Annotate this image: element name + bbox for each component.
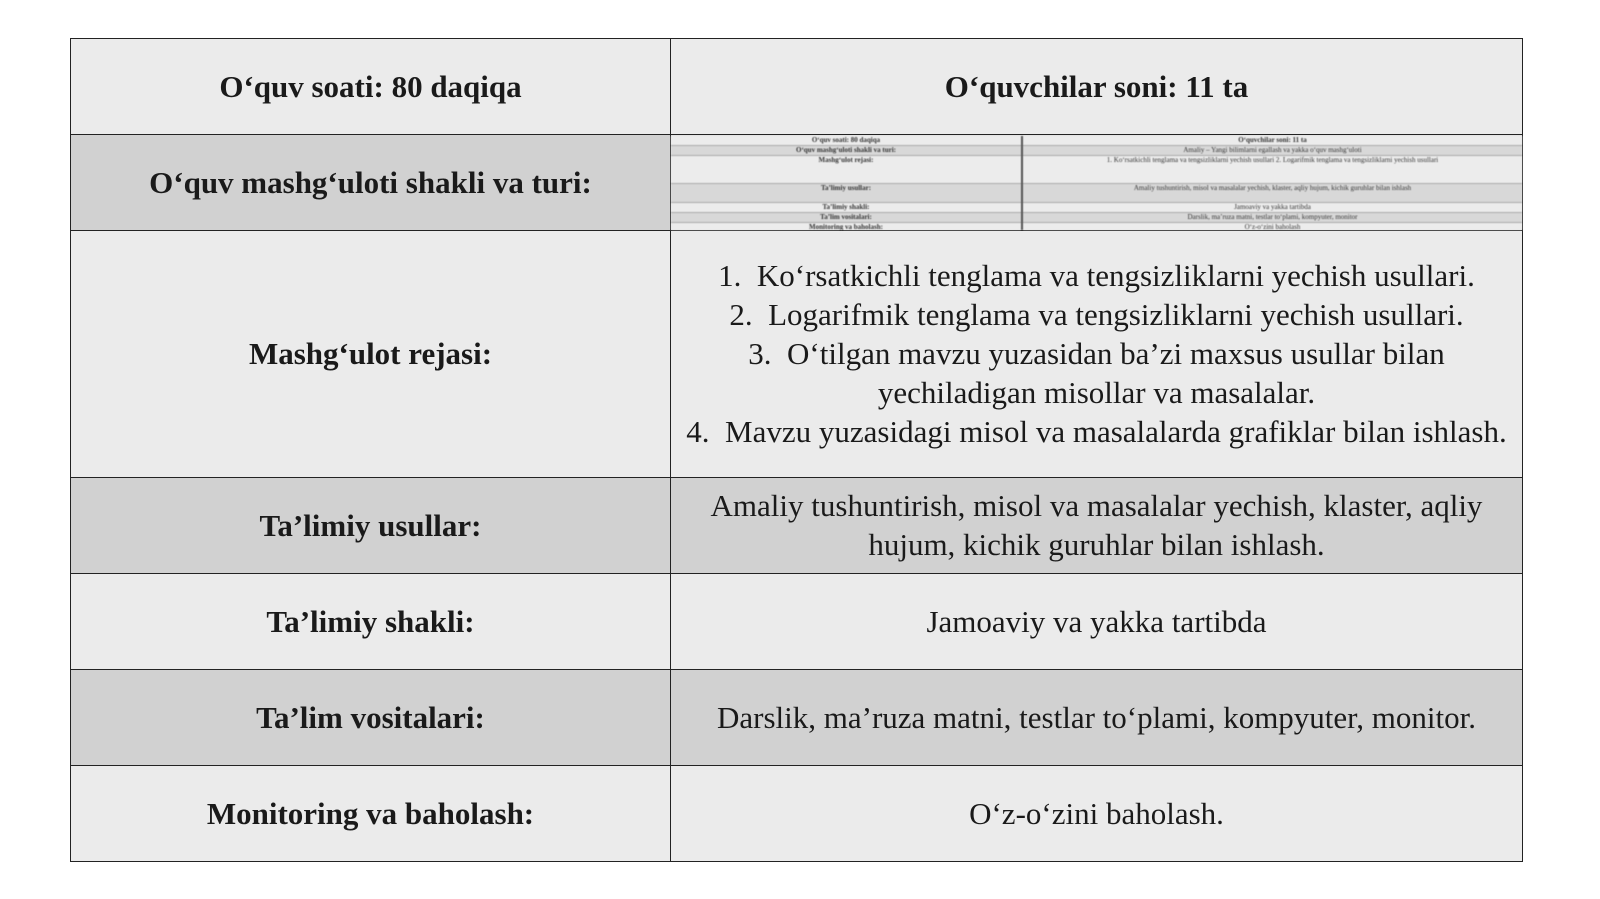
teaching-form-label: Ta’limiy shakli: [71, 573, 671, 669]
plan-item: Ko‘rsatkichli tenglama va tengsizliklarni yechish usullari. [756, 258, 1475, 294]
thumbnail-cell: Monitoring va baholash: [671, 223, 1021, 230]
plan-item: O‘tilgan mavzu yuzasidan ba’zi maxsus usullar bilan yechiladigan misollar va masalalar. [787, 336, 1445, 411]
lesson-form-label: O‘quv mashg‘uloti shakli va turi: [71, 135, 671, 231]
lesson-plan-cell [671, 231, 1523, 477]
table-row [71, 135, 1523, 231]
table-thumbnail [671, 136, 1522, 230]
teaching-tools-label: Ta’lim vositalari: [71, 669, 671, 765]
table-row [71, 573, 1523, 669]
thumbnail-cell: Amaliy – Yangi bilimlarni egallash va yakka o‘quv mashg‘uloti [1023, 146, 1522, 156]
thumbnail-cell: 1. Ko‘rsatkichli tenglama va tengsizliklarni yechish usullari 2. Logarifmik tenglama va tengsizliklarni yechish usullari [1023, 156, 1522, 184]
monitoring-label: Monitoring va baholash: [71, 765, 671, 861]
embedded-table-image [671, 135, 1523, 231]
teaching-methods-cell: Amaliy tushuntirish, misol va masalalar yechish, klaster, aqliy hujum, kichik guruhlar bilan ishlash. [671, 477, 1523, 573]
thumbnail-cell: O‘quv soati: 80 daqiqa [671, 136, 1021, 146]
thumbnail-cell: Darslik, ma’ruza matni, testlar to‘plami, kompyuter, monitor [1023, 213, 1522, 223]
thumbnail-cell: Ta’lim vositalari: [671, 213, 1021, 223]
thumbnail-right-column [1023, 136, 1522, 230]
teaching-tools-cell: Darslik, ma’ruza matni, testlar to‘plami, kompyuter, monitor. [671, 669, 1523, 765]
teaching-form-cell: Jamoaviy va yakka tartibda [671, 573, 1523, 669]
study-hours-cell: O‘quv soati: 80 daqiqa [71, 39, 671, 135]
thumbnail-cell: O‘quvchilar soni: 11 ta [1023, 136, 1522, 146]
thumbnail-cell: Ta’limiy shakli: [671, 203, 1021, 213]
thumbnail-left-column [671, 136, 1023, 230]
teaching-methods-label: Ta’limiy usullar: [71, 477, 671, 573]
table-row [71, 669, 1523, 765]
lesson-plan-label: Mashg‘ulot rejasi: [71, 231, 671, 477]
plan-item: Logarifmik tenglama va tengsizliklarni yechish usullari. [768, 297, 1464, 333]
table-row [71, 765, 1523, 861]
thumbnail-cell: O‘quv mashg‘uloti shakli va turi: [671, 146, 1021, 156]
table-row [71, 39, 1523, 135]
thumbnail-cell: O‘z-o‘zini baholash [1023, 223, 1522, 230]
lesson-plan-table [70, 38, 1523, 862]
lesson-plan-list [685, 256, 1508, 451]
thumbnail-cell: Mashg‘ulot rejasi: [671, 156, 1021, 184]
plan-item: Mavzu yuzasidagi misol va masalalarda grafiklar bilan ishlash. [725, 414, 1507, 450]
thumbnail-cell: Jamoaviy va yakka tartibda [1023, 203, 1522, 213]
table-row [71, 231, 1523, 477]
student-count-cell: O‘quvchilar soni: 11 ta [671, 39, 1523, 135]
monitoring-cell: O‘z-o‘zini baholash. [671, 765, 1523, 861]
table-row [71, 477, 1523, 573]
thumbnail-cell: Ta’limiy usullar: [671, 184, 1021, 203]
thumbnail-cell: Amaliy tushuntirish, misol va masalalar yechish, klaster, aqliy hujum, kichik guruhlar bilan ishlash [1023, 184, 1522, 203]
